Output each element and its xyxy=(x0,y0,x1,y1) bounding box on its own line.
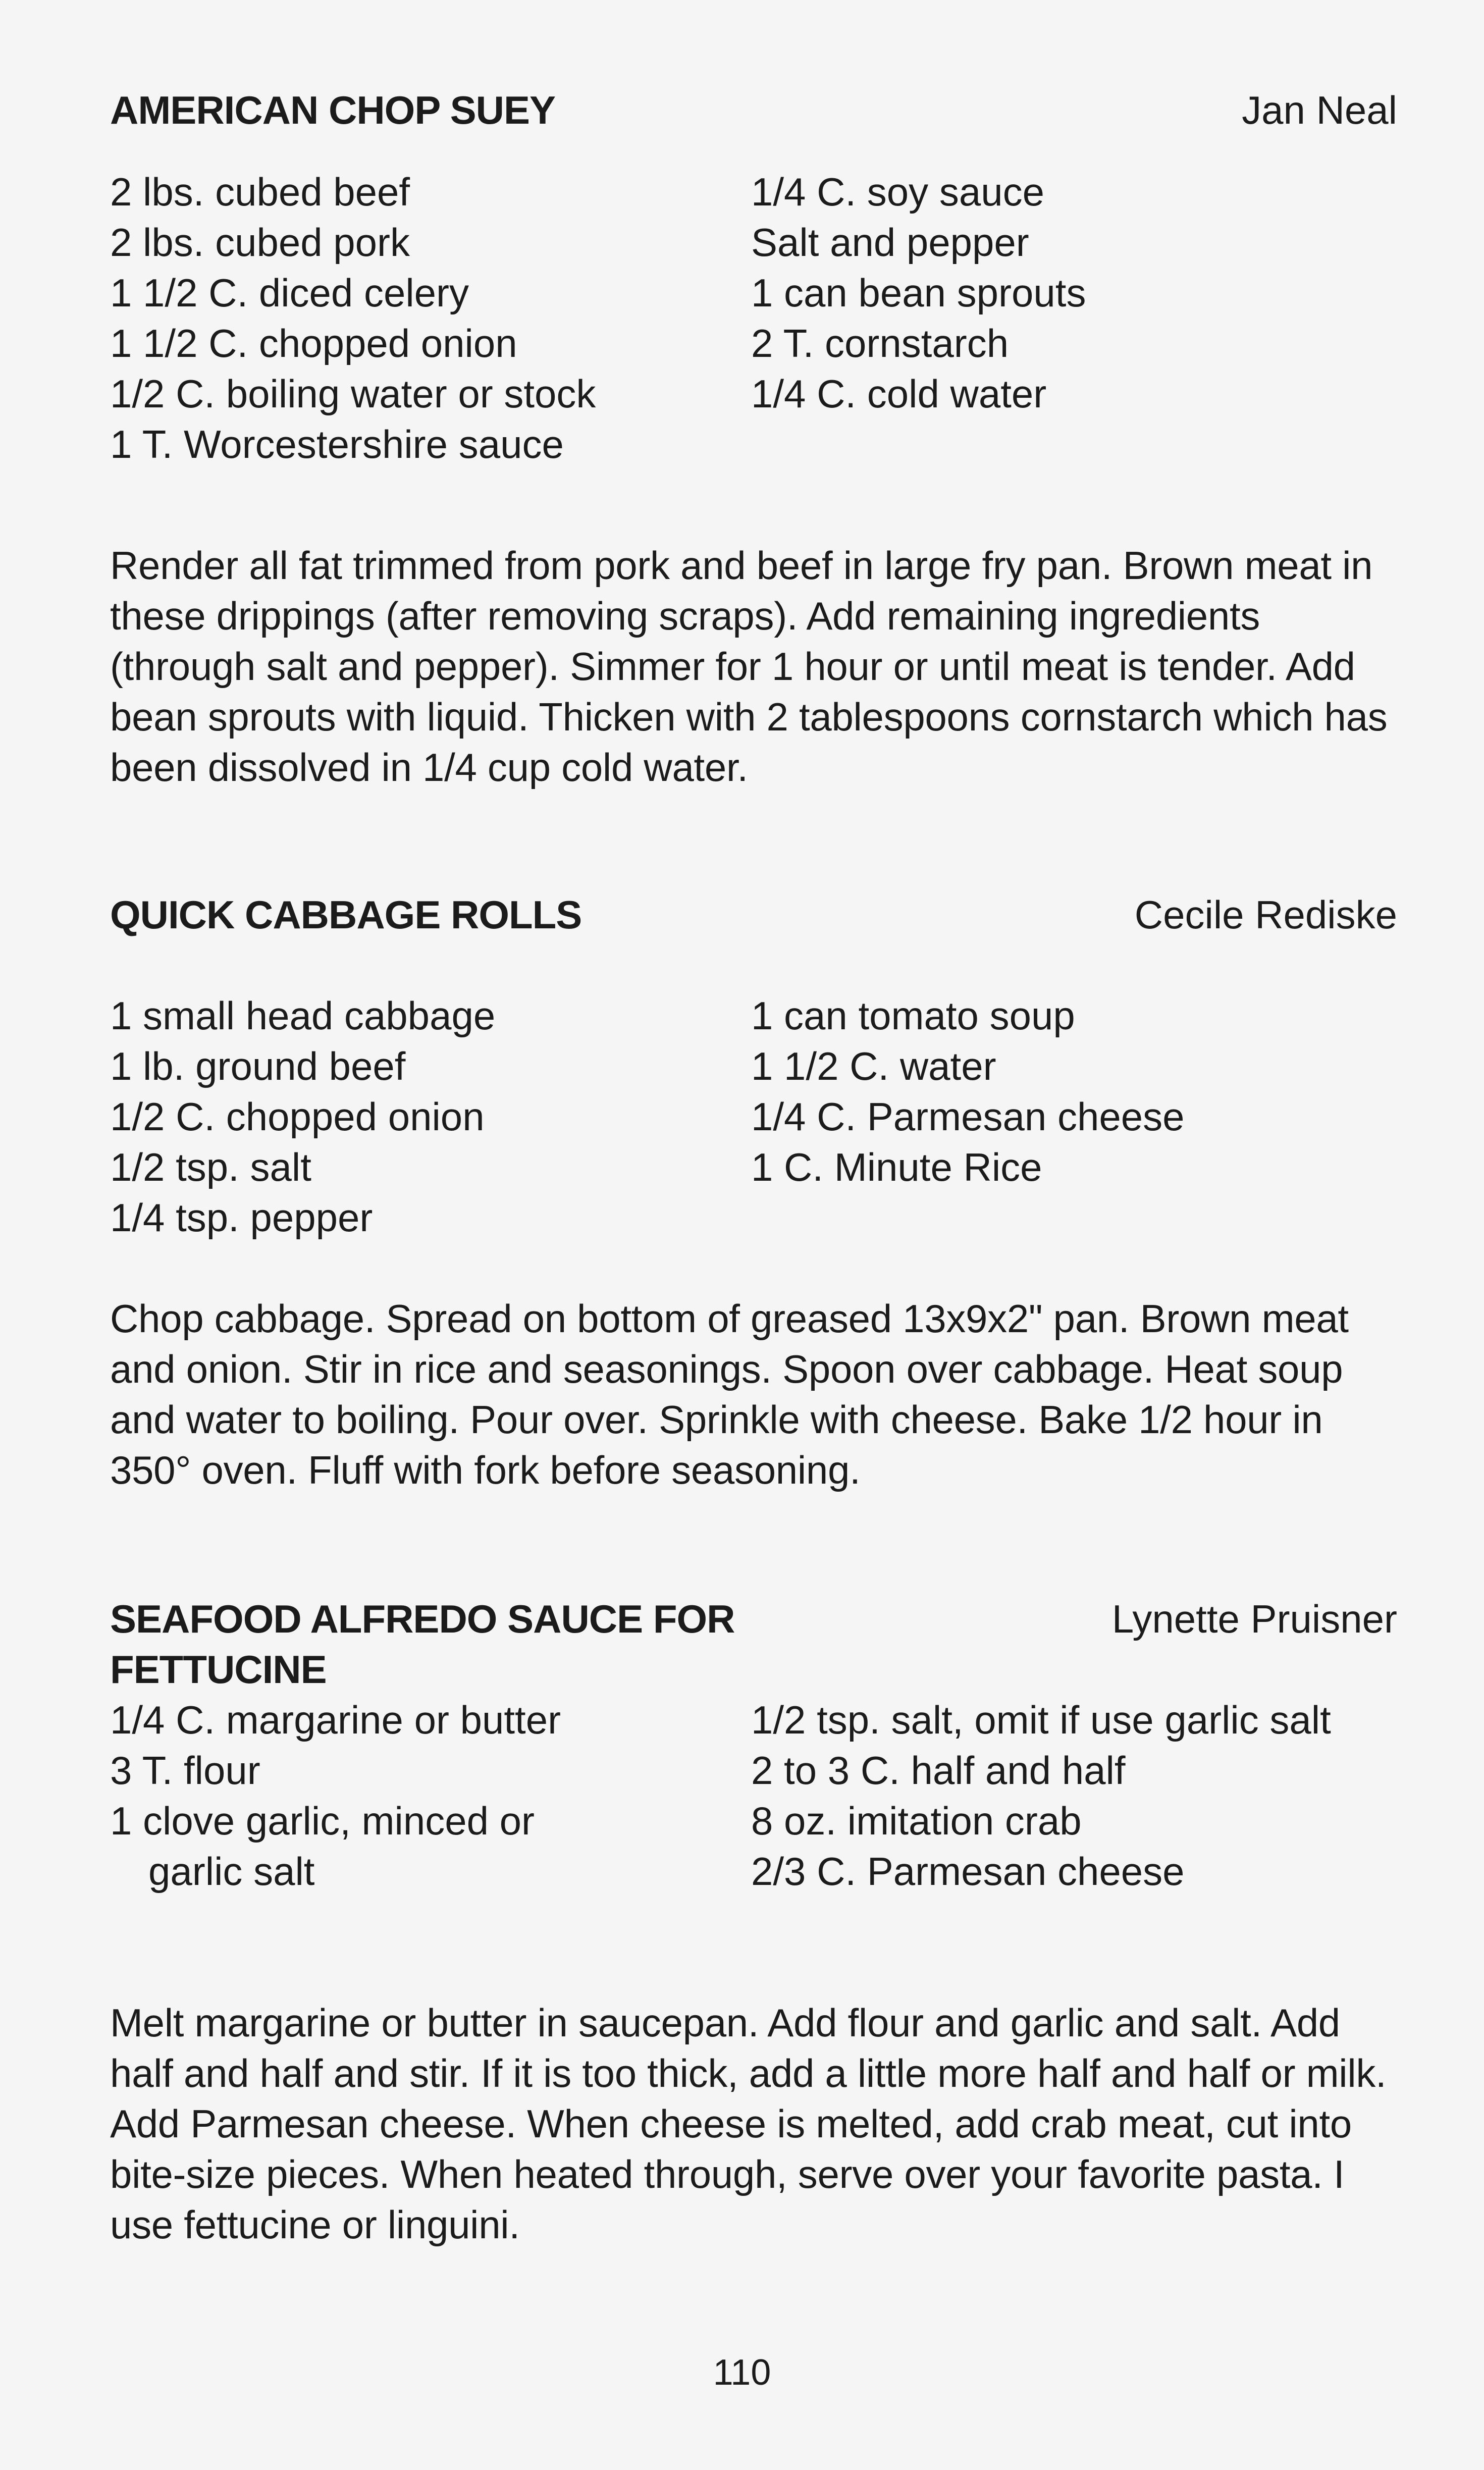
ingredient-list xyxy=(110,1695,1397,1907)
ingredient-item: 1/2 tsp. salt, omit if use garlic salt xyxy=(751,1698,1331,1742)
ingredient-item: 2 T. cornstarch xyxy=(751,321,1009,365)
ingredient-item: 2 lbs. cubed pork xyxy=(110,220,410,265)
recipe-author: Cecile Rediske xyxy=(1134,892,1397,937)
ingredient-item: 1/4 C. margarine or butter xyxy=(110,1698,561,1742)
ingredient-item: 2/3 C. Parmesan cheese xyxy=(751,1849,1185,1894)
ingredient-column-right xyxy=(751,167,1407,419)
ingredient-item: 1 can bean sprouts xyxy=(751,271,1086,315)
recipe-seafood-alfredo xyxy=(110,1594,1397,2247)
ingredient-item: 1/4 C. Parmesan cheese xyxy=(751,1094,1185,1139)
ingredient-item: 1 1/2 C. water xyxy=(751,1044,996,1088)
ingredient-item: 3 T. flour xyxy=(110,1748,260,1793)
recipe-directions: Melt margarine or butter in saucepan. Add flour and garlic and salt. Add half and half and stir. If it is too thick, add a little more half and half or milk. Add Parmesan cheese. When cheese is melted, add crab meat, cut into bite-size pieces. When heated through, serve over your favorite pasta. I use fettucine or linguini. xyxy=(110,2001,1387,2247)
ingredient-column-left xyxy=(110,167,751,469)
ingredient-list xyxy=(110,167,1397,469)
ingredient-item: 1 clove garlic, minced or garlic salt xyxy=(110,1799,535,1894)
recipe-american-chop-suey xyxy=(110,85,1397,790)
recipe-header xyxy=(110,1594,1397,1695)
ingredient-item: 1 small head cabbage xyxy=(110,993,496,1038)
recipe-title: SEAFOOD ALFREDO SAUCE FOR FETTUCINE xyxy=(110,1597,735,1692)
ingredient-item: 2 to 3 C. half and half xyxy=(751,1748,1126,1793)
ingredient-item: 1/2 tsp. salt xyxy=(110,1145,311,1189)
recipe-quick-cabbage-rolls xyxy=(110,889,1397,1492)
ingredient-item: 1/4 C. cold water xyxy=(751,372,1047,416)
recipe-header xyxy=(110,889,1397,950)
page-number: 110 xyxy=(713,2352,771,2393)
ingredient-item: 1 C. Minute Rice xyxy=(751,1145,1042,1189)
recipe-author: Jan Neal xyxy=(1242,88,1397,132)
ingredient-list xyxy=(110,990,1397,1243)
recipe-author: Lynette Pruisner xyxy=(1111,1597,1397,1641)
ingredient-item: 1 1/2 C. diced celery xyxy=(110,271,469,315)
recipe-title: AMERICAN CHOP SUEY xyxy=(110,88,556,132)
ingredient-item: 2 lbs. cubed beef xyxy=(110,170,410,214)
ingredient-column-right xyxy=(751,1695,1407,1897)
ingredient-column-left xyxy=(110,1695,691,1897)
ingredient-item: 8 oz. imitation crab xyxy=(751,1799,1082,1843)
ingredient-item: 1 lb. ground beef xyxy=(110,1044,406,1088)
ingredient-item: 1/4 tsp. pepper xyxy=(110,1195,373,1240)
ingredient-item: 1 T. Worcestershire sauce xyxy=(110,422,564,466)
recipe-title: QUICK CABBAGE ROLLS xyxy=(110,892,582,937)
recipe-directions: Chop cabbage. Spread on bottom of greased 13x9x2" pan. Brown meat and onion. Stir in rice and seasonings. Spoon over cabbage. Heat soup and water to boiling. Pour over. Sprinkle with cheese. Bake 1/2 hour in 350° oven. Fluff with fork before seasoning. xyxy=(110,1296,1349,1492)
ingredient-column-left xyxy=(110,990,751,1243)
recipe-directions: Render all fat trimmed from pork and beef in large fry pan. Brown meat in these drippings (after removing scraps). Add remaining ingredients (through salt and pepper). Simmer for 1 hour or until meat is tender. Add bean sprouts with liquid. Thicken with 2 tablespoons cornstarch which has been dissolved in 1/4 cup cold water. xyxy=(110,543,1388,790)
ingredient-column-right xyxy=(751,990,1407,1192)
ingredient-item: 1/2 C. chopped onion xyxy=(110,1094,485,1139)
ingredient-item: 1/4 C. soy sauce xyxy=(751,170,1044,214)
ingredient-item: 1 can tomato soup xyxy=(751,993,1075,1038)
recipe-header xyxy=(110,85,1397,145)
ingredient-item: 1 1/2 C. chopped onion xyxy=(110,321,517,365)
ingredient-item: 1/2 C. boiling water or stock xyxy=(110,372,596,416)
ingredient-item: Salt and pepper xyxy=(751,220,1029,265)
